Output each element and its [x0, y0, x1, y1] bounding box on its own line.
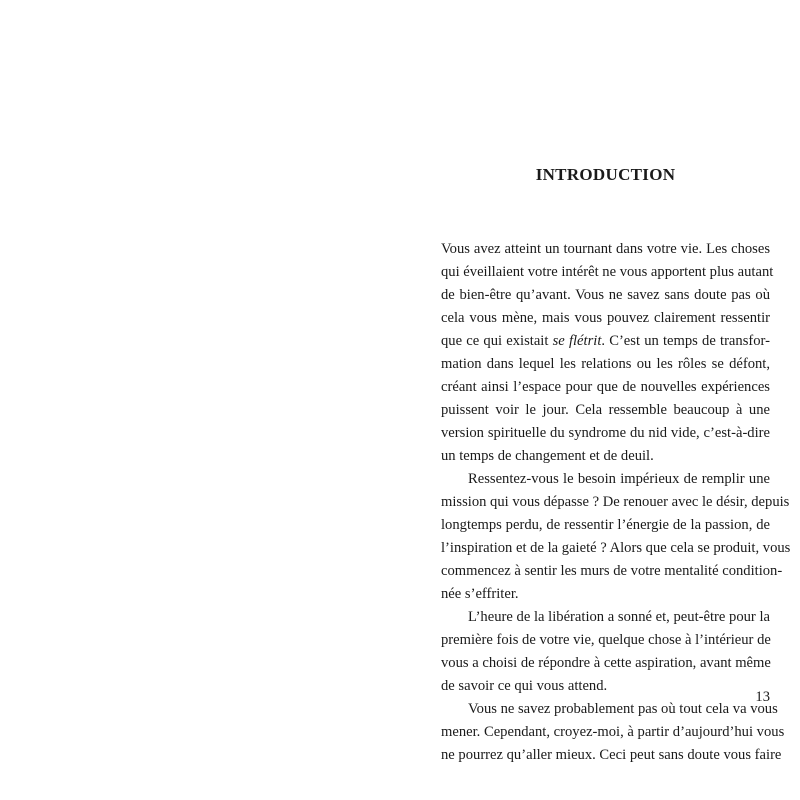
- text-line: née s’effriter.: [441, 586, 519, 602]
- text-line: commencez à sentir les murs de votre mentalité condition-: [441, 563, 783, 579]
- italic-phrase: se flétrit: [552, 333, 602, 349]
- text-line: de bien-être qu’avant. Vous ne savez sans doute pas où: [441, 287, 770, 303]
- text-segment: que ce qui existait: [441, 333, 553, 349]
- chapter-heading: INTRODUCTION: [535, 165, 676, 184]
- text-line: L’heure de la libération a sonné et, peut-être pour la: [468, 609, 770, 625]
- text-line: vous a choisi de répondre à cette aspiration, avant même: [441, 655, 771, 671]
- text-line: ne pourrez qu’aller mieux. Ceci peut sans doute vous faire: [441, 747, 782, 763]
- text-segment: . C’est un temps de transfor-: [601, 333, 770, 349]
- text-line: mation dans lequel les relations ou les rôles se défont,: [441, 356, 770, 372]
- text-line: [441, 330, 770, 353]
- text-line: mission qui vous dépasse ? De renouer avec le désir, depuis: [441, 494, 790, 510]
- text-line: Vous avez atteint un tournant dans votre vie. Les choses: [441, 241, 770, 257]
- text-line: mener. Cependant, croyez-moi, à partir d’aujourd’hui vous: [441, 724, 785, 740]
- text-line: version spirituelle du syndrome du nid vide, c’est-à-dire: [441, 425, 770, 441]
- text-line: première fois de votre vie, quelque chose à l’intérieur de: [441, 632, 771, 648]
- text-line: puissent voir le jour. Cela ressemble beaucoup à une: [441, 402, 770, 418]
- text-line: l’inspiration et de la gaieté ? Alors que cela se produit, vous: [441, 540, 791, 556]
- text-line: de savoir ce qui vous attend.: [441, 678, 608, 694]
- text-line: cela vous mène, mais vous pouvez clairement ressentir: [441, 310, 770, 326]
- text-line: qui éveillaient votre intérêt ne vous apportent plus autant: [441, 264, 774, 280]
- page-number: 13: [755, 689, 770, 705]
- text-line: Vous ne savez probablement pas où tout cela va vous: [468, 701, 778, 717]
- body-text: [441, 238, 791, 767]
- text-line: Ressentez-vous le besoin impérieux de remplir une: [468, 471, 770, 487]
- text-line: un temps de changement et de deuil.: [441, 448, 654, 464]
- text-line: créant ainsi l’espace pour que de nouvelles expériences: [441, 379, 770, 395]
- text-line: longtemps perdu, de ressentir l’énergie de la passion, de: [441, 517, 770, 533]
